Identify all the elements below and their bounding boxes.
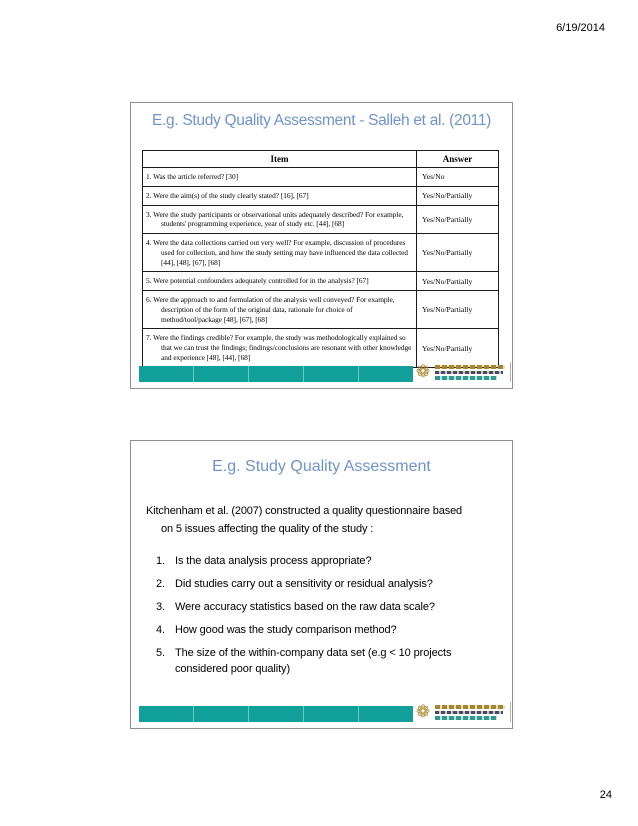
table-header-answer: Answer	[417, 151, 499, 168]
item-cell: 1. Was the article referred? [30]	[143, 168, 417, 187]
intro-paragraph	[146, 503, 512, 538]
item-cell: 2. Were the aim(s) of the study clearly stated? [16], [67]	[143, 186, 417, 205]
list-item-text: How good was the study comparison method?	[175, 623, 397, 636]
list-item	[156, 577, 494, 593]
answer-cell: Yes/No/Partially	[417, 329, 499, 367]
answer-cell: Yes/No/Partially	[417, 186, 499, 205]
table-row	[143, 234, 499, 272]
list-item-number: 3.	[156, 600, 165, 613]
list-item	[156, 623, 494, 639]
logo-separator	[510, 702, 511, 722]
bar-segment	[249, 706, 303, 722]
answer-cell: Yes/No/Partially	[417, 234, 499, 272]
list-item-text: Did studies carry out a sensitivity or residual analysis?	[175, 577, 433, 590]
footer-accent-bar	[139, 366, 413, 382]
date-label: 6/19/2014	[556, 22, 605, 34]
list-item-text: The size of the within-company data set (e.g < 10 projects considered poor quality)	[175, 646, 452, 675]
intro-line-2: on 5 issues affecting the quality of the study :	[161, 522, 374, 535]
item-cell: 5. Were potential confounders adequately controlled for in the analysis? [67]	[143, 272, 417, 291]
item-cell: 6. Were the approach to and formulation of the analysis well conveyed? For example, description of the form of the original data, rationale for choice of method/tool/package [48], [67], [68]	[143, 291, 417, 329]
table-row	[143, 168, 499, 187]
list-item	[156, 554, 494, 570]
slide2-title: E.g. Study Quality Assessment	[212, 458, 431, 475]
bar-segment	[359, 706, 413, 722]
bar-segment	[304, 706, 358, 722]
item-cell: 4. Were the data collections carried out very well? For example, discussion of procedures used for collection, and how the study setting may have influenced the data collected [44], [48], [67], [68]	[143, 234, 417, 272]
list-item-number: 1.	[156, 555, 165, 567]
logo-english-line	[435, 711, 503, 714]
bar-segment	[139, 366, 193, 382]
university-logo	[414, 360, 510, 384]
bar-segment	[304, 366, 358, 382]
table-row	[143, 205, 499, 234]
bar-segment	[194, 366, 248, 382]
list-item-number: 4.	[156, 623, 165, 636]
answer-cell: Yes/No/Partially	[417, 272, 499, 291]
logo-arabic-line	[435, 705, 505, 709]
slide-2	[130, 440, 513, 729]
bar-segment	[249, 366, 303, 382]
university-emblem-icon: ❁	[415, 702, 431, 721]
answer-cell: Yes/No/Partially	[417, 205, 499, 234]
list-item-text: Is the data analysis process appropriate?	[175, 555, 372, 567]
quality-question-list	[156, 554, 494, 685]
item-cell: 7. Were the findings credible? For example, the study was methodologically explained so that we can trust the findings; findings/conclusions are resonant with other knowledge and experience [48], [44], [68]	[143, 329, 417, 367]
bar-segment	[359, 366, 413, 382]
table-header-row	[143, 151, 499, 168]
answer-cell: Yes/No/Partially	[417, 291, 499, 329]
intro-line-1: Kitchenham et al. (2007) constructed a quality questionnaire based	[146, 505, 463, 517]
logo-jawi-line	[435, 716, 497, 720]
logo-separator	[510, 362, 511, 382]
university-logo	[414, 700, 510, 724]
bar-segment	[194, 706, 248, 722]
university-emblem-icon: ❁	[415, 362, 431, 381]
logo-jawi-line	[435, 376, 497, 380]
slide-1	[130, 102, 513, 389]
logo-english-line	[435, 371, 503, 374]
logo-text-lines	[435, 705, 505, 720]
table-row	[143, 291, 499, 329]
table-row	[143, 272, 499, 291]
item-cell: 3. Were the study participants or observational units adequately described? For example, students' programming experience, year of study etc. [44], [68]	[143, 205, 417, 234]
list-item	[156, 600, 494, 616]
logo-arabic-line	[435, 365, 505, 369]
bar-segment	[139, 706, 193, 722]
list-item-number: 2.	[156, 577, 165, 590]
page-number: 24	[599, 789, 612, 801]
list-item-number: 5.	[156, 646, 165, 659]
logo-text-lines	[435, 365, 505, 380]
slide1-title: E.g. Study Quality Assessment - Salleh et al. (2011)	[151, 112, 492, 129]
quality-assessment-table	[142, 150, 499, 368]
footer-accent-bar	[139, 706, 413, 722]
list-item	[156, 646, 494, 678]
list-item-text: Were accuracy statistics based on the raw data scale?	[175, 600, 435, 613]
table-header-item: Item	[143, 151, 417, 168]
answer-cell: Yes/No	[417, 168, 499, 187]
table-row	[143, 186, 499, 205]
